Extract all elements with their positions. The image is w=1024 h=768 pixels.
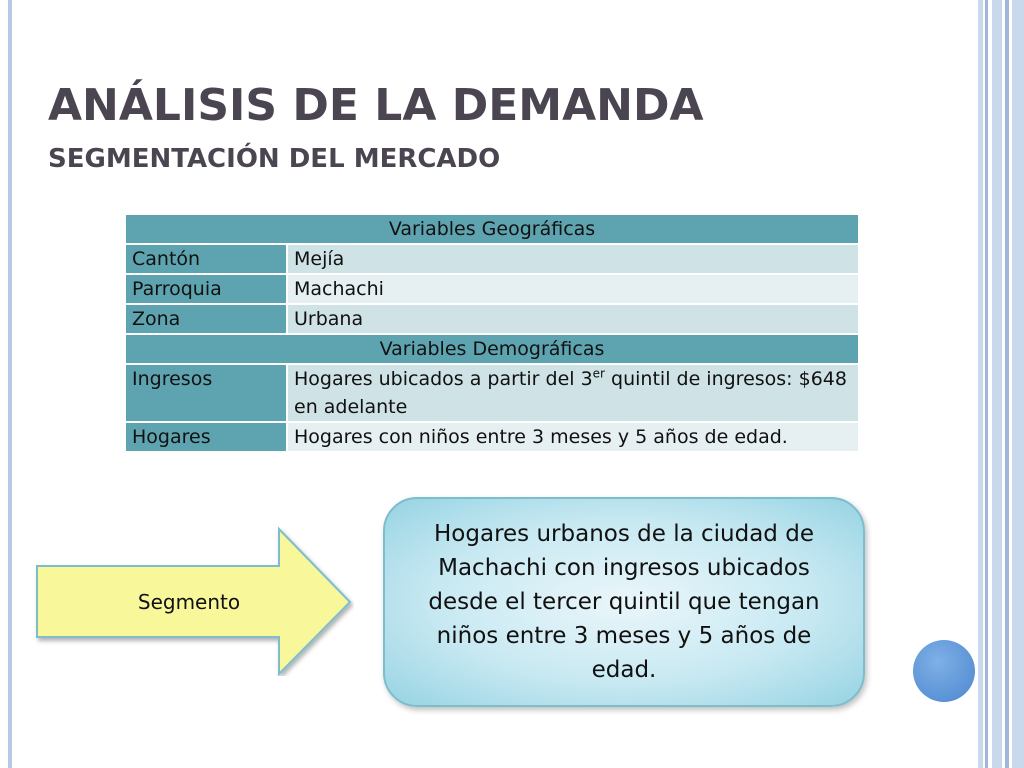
row-value: Mejía [287, 244, 859, 274]
value-text: Hogares ubicados a partir del 3 [294, 368, 593, 390]
page-subtitle: SEGMENTACIÓN DEL MERCADO [48, 144, 501, 174]
row-label: Parroquia [125, 274, 287, 304]
row-value [287, 364, 859, 422]
row-value: Machachi [287, 274, 859, 304]
row-label: Zona [125, 304, 287, 334]
value-text: quintil de ingresos: $648 en adelante [294, 368, 847, 418]
table-row [125, 274, 859, 304]
row-value: Urbana [287, 304, 859, 334]
table-header-row [125, 334, 859, 364]
row-value: Hogares con niños entre 3 meses y 5 años de edad. [287, 422, 859, 452]
row-label: Ingresos [125, 364, 287, 422]
variables-table [124, 213, 860, 453]
page-title: ANÁLISIS DE LA DEMANDA [48, 80, 704, 131]
table-row [125, 422, 859, 452]
segment-callout [383, 497, 865, 707]
table-row [125, 244, 859, 274]
value-superscript: er [592, 366, 605, 381]
row-label: Hogares [125, 422, 287, 452]
table-header-row [125, 214, 859, 244]
table-row [125, 304, 859, 334]
callout-text: Hogares urbanos de la ciudad de Machachi con ingresos ubicados desde el tercer quintil que tengan niños entre 3 meses y 5 años de edad. [428, 521, 820, 683]
row-label: Cantón [125, 244, 287, 274]
decorative-stripes [978, 0, 1024, 768]
table-row [125, 364, 859, 422]
left-border [8, 0, 12, 768]
segment-label: Segmento [137, 590, 241, 614]
demo-variables-header: Variables Demográficas [125, 334, 859, 364]
segment-arrow [34, 526, 354, 676]
geo-variables-header: Variables Geográficas [125, 214, 859, 244]
decorative-circle [913, 640, 975, 702]
